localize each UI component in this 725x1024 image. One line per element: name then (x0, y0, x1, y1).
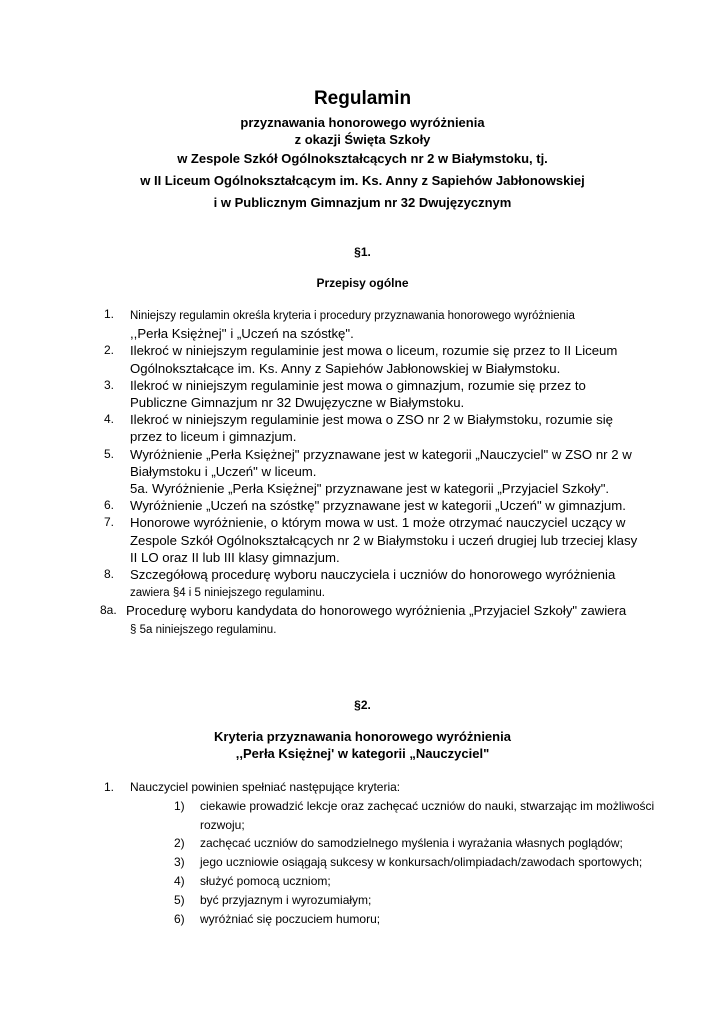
list-item (104, 514, 640, 566)
criteria-number: 6) (174, 911, 185, 926)
criteria-number: 1) (174, 798, 185, 813)
item-text: 5a. Wyróżnienie „Perła Księżnej" przyznawane jest w kategorii „Przyjaciel Szkoły". (130, 481, 610, 497)
criteria-text: być przyjaznym i wyrozumiałym; (200, 892, 372, 907)
section-2-heading-line-2: ,,Perła Księżnej' w kategorii „Nauczyciel" (235, 746, 490, 761)
subtitle-line-4: w II Liceum Ogólnokształcącym im. Ks. Anny z Sapiehów Jabłonowskiej (140, 173, 585, 188)
list-item (100, 602, 640, 638)
criteria-text: ciekawie prowadzić lekcje oraz zachęcać uczniów do nauki, stwarzając im możliwości (200, 798, 655, 813)
list-item (104, 411, 640, 445)
criteria-item (130, 872, 664, 891)
list-item (104, 497, 640, 514)
item-text: § 5a niniejszego regulaminu. (130, 623, 277, 636)
criteria-text: rozwoju; (200, 817, 245, 832)
section-2-number: §2. (354, 698, 371, 712)
item-text: ,,Perła Księżnej'' i „Uczeń na szóstkę". (130, 326, 354, 342)
criteria-text: zachęcać uczniów do samodzielnego myślenia i wyrażania własnych poglądów; (200, 836, 623, 851)
subtitle-line-3: w Zespole Szkół Ogólnokształcących nr 2 w Białymstoku, tj. (177, 151, 548, 166)
item-number: 5. (104, 446, 115, 461)
section-1-number: §1. (354, 245, 371, 259)
section-1-heading: Przepisy ogólne (316, 276, 409, 290)
item-number: 1. (104, 780, 115, 794)
item-number: 6. (104, 498, 115, 513)
criteria-number: 3) (174, 855, 185, 870)
section-2-heading-line-1: Kryteria przyznawania honorowego wyróżnienia (214, 729, 511, 744)
item-text: II LO oraz II lub III klasy gimnazjum. (130, 549, 340, 565)
item-number: 1. (104, 307, 115, 321)
section-2-list (104, 778, 664, 928)
criteria-item (130, 910, 664, 929)
item-number: 7. (104, 515, 115, 530)
item-text: Honorowe wyróżnienie, o którym mowa w ust. 1 może otrzymać nauczyciel uczący w (130, 515, 626, 531)
item-text: Wyróżnienie „Perła Księżnej" przyznawane jest w kategorii „Nauczyciel" w ZSO nr 2 w (130, 446, 632, 462)
item-number: 4. (104, 412, 115, 427)
item-number: 8. (104, 567, 115, 582)
criteria-text: wyróżniać się poczuciem humoru; (200, 911, 381, 926)
list-item (104, 342, 640, 376)
item-text: zawiera §4 i 5 niniejszego regulaminu. (130, 587, 325, 600)
item-text: Szczegółową procedurę wyboru nauczyciela i uczniów do honorowego wyróżnienia (130, 567, 616, 583)
item-text: Procedurę wyboru kandydata do honorowego wyróżnienia „Przyjaciel Szkoły" zawiera (126, 603, 627, 619)
item-text: przez to liceum i gimnazjum. (130, 429, 297, 445)
item-number: 3. (104, 377, 115, 392)
criteria-number: 5) (174, 892, 185, 907)
item-text: Niniejszy regulamin określa kryteria i procedury przyznawania honorowego wyróżnienia (130, 310, 575, 322)
item-text: Ogólnokształcące im. Ks. Anny z Sapiehów Jabłonowskiej w Białymstoku. (130, 360, 561, 376)
criteria-item (130, 891, 664, 910)
item-number: 8a. (100, 603, 117, 618)
list-item (104, 306, 640, 342)
subtitle-line-5: i w Publicznym Gimnazjum nr 32 Dwujęzycznym (213, 195, 512, 210)
item-number: 2. (104, 343, 115, 358)
subtitle-line-1: przyznawania honorowego wyróżnienia (240, 115, 485, 130)
criteria-list (130, 797, 664, 929)
list-item (104, 778, 664, 928)
criteria-item (130, 834, 664, 853)
item-text: Białymstoku i „Uczeń" w liceum. (130, 463, 317, 479)
item-text: Ilekroć w niniejszym regulaminie jest mowa o ZSO nr 2 w Białymstoku, rozumie się (130, 412, 613, 428)
item-text: Ilekroć w niniejszym regulaminie jest mowa o gimnazjum, rozumie się przez to (130, 377, 586, 393)
item-text: Wyróżnienie „Uczeń na szóstkę" przyznawane jest w kategorii „Uczeń" w gimnazjum. (130, 498, 626, 514)
subtitle-line-2: z okazji Święta Szkoły (294, 132, 431, 147)
document-title: Regulamin (313, 88, 412, 109)
criteria-item (130, 853, 664, 872)
criteria-number: 2) (174, 836, 185, 851)
item-text: Publiczne Gimnazjum nr 32 Dwujęzyczne w Białymstoku. (130, 395, 465, 411)
section-1-list (100, 306, 640, 639)
item-text: Nauczyciel powinien spełniać następujące kryteria: (130, 780, 401, 794)
list-item (104, 377, 640, 411)
criteria-item (130, 797, 664, 835)
criteria-number: 4) (174, 873, 185, 888)
item-text: Zespole Szkół Ogólnokształcących nr 2 w Białymstoku i uczeń drugiej lub trzeciej klasy (130, 532, 638, 548)
criteria-text: jego uczniowie osiągają sukcesy w konkursach/olimpiadach/zawodach sportowych; (200, 855, 643, 870)
criteria-text: służyć pomocą uczniom; (200, 873, 331, 888)
item-text: Ilekroć w niniejszym regulaminie jest mowa o liceum, rozumie się przez to II Liceum (130, 343, 618, 359)
list-item (104, 446, 640, 498)
list-item (104, 566, 640, 602)
